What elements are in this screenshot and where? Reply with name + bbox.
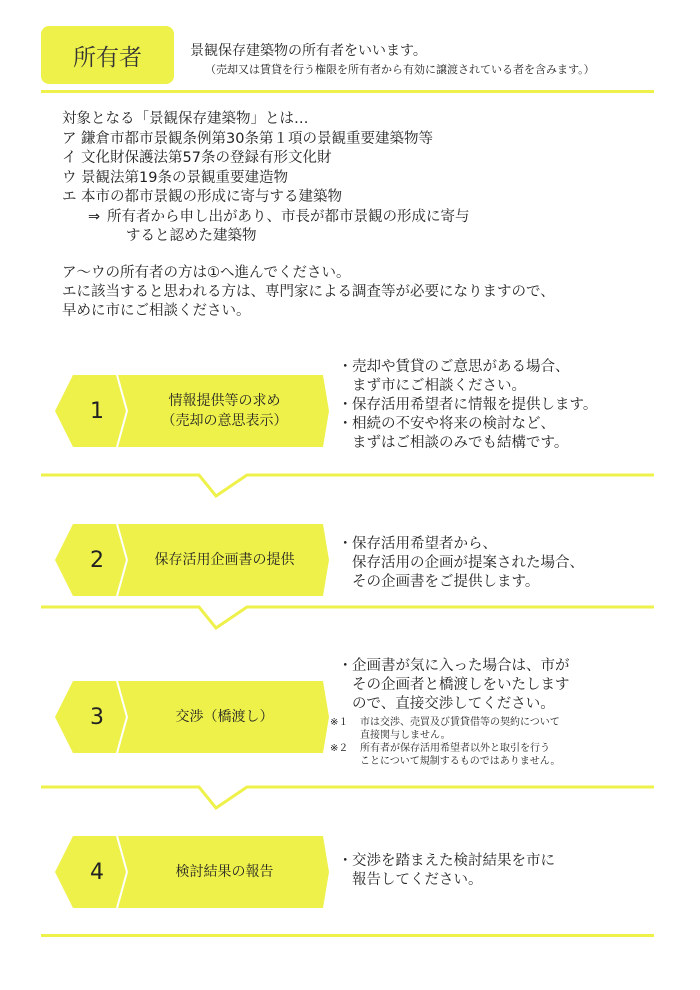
bullet-item: ・ 企画書が気に入った場合は、市が その企画者と橋渡しをいたします ので、直接交渉してください。 xyxy=(338,658,570,712)
step-1-details xyxy=(338,358,597,453)
step-2 xyxy=(55,524,329,596)
list-item: エ 本市の都市景観の形成に寄与する建築物 xyxy=(62,189,342,205)
bullet-item: ・ 保存活用希望者から、 保存活用の企画が提案された場合、 その企画書をご提供します。 xyxy=(338,536,584,590)
step-2-divider-arrow xyxy=(0,602,700,642)
footer-divider xyxy=(41,934,654,937)
owner-title-box xyxy=(41,26,174,84)
step-label: 検討結果の報告 xyxy=(175,864,274,880)
step-1 xyxy=(55,375,329,447)
step-3 xyxy=(55,681,329,753)
bullet-item: ・ 交渉を踏まえた検討結果を市に 報告してください。 xyxy=(338,853,555,888)
bullet-item: ・ 売却や賃貸のご意思がある場合、 まず市にご相談ください。 xyxy=(338,359,570,394)
step-number: 1 xyxy=(90,398,104,424)
step-2-details xyxy=(338,535,584,592)
target-buildings-section xyxy=(62,110,470,247)
step-label: 保存活用企画書の提供 xyxy=(154,552,295,568)
owner-definition-note: （売却又は賃貸を行う権限を所有者から有効に譲渡されている者を含みます。） xyxy=(205,63,595,76)
list-subitem: ⇒ 所有者から申し出があり、市長が都市景観の形成に寄与 xyxy=(62,208,470,228)
owner-definition: 景観保存建築物の所有者をいいます。 xyxy=(190,43,427,59)
step-number: 2 xyxy=(90,547,104,573)
arrow-icon: ⇒ xyxy=(88,208,101,225)
step-4 xyxy=(55,836,329,908)
footnote: ※１ 市は交渉、売買及び賃貸借等の契約について 直接関与しません。 xyxy=(330,717,560,741)
list-item: ウ 景観法第19条の景観重要建造物 xyxy=(62,169,288,186)
list-item: イ 文化財保護法第57条の登録有形文化財 xyxy=(62,150,332,166)
step-label: 情報提供等の求め （売却の意思表示） xyxy=(161,393,288,429)
step-number: 4 xyxy=(90,859,104,885)
list-subitem-cont: すると認めた建築物 xyxy=(126,228,257,244)
step-3-details xyxy=(330,657,570,768)
page-title: 所有者 xyxy=(73,44,142,71)
bullet-item: ・ 保存活用希望者に情報を提供します。 xyxy=(338,397,598,413)
list-item: ア 鎌倉市都市景観条例第30条第１項の景観重要建築物等 xyxy=(62,130,433,147)
step-3-divider-arrow xyxy=(0,782,700,822)
header-divider xyxy=(41,90,654,93)
step-3-notes xyxy=(330,716,570,768)
guidance-text: ア～ウの所有者の方は①へ進んでください。 エに該当すると思われる方は、専門家による調査等が必要になりますので、 早めに市にご相談ください。 xyxy=(62,265,555,319)
footnote: ※２ 所有者が保存活用希望者以外と取引を行う ことについて規制するものではありません。 xyxy=(330,743,561,767)
target-heading: 対象となる「景観保存建築物」とは… xyxy=(62,111,309,127)
step-number: 3 xyxy=(90,704,104,730)
step-4-details xyxy=(338,852,555,890)
step-label: 交渉（橋渡し） xyxy=(175,709,274,725)
bullet-item: ・ 相続の不安や将来の検討など、 まずはご相談のみでも結構です。 xyxy=(338,416,569,451)
